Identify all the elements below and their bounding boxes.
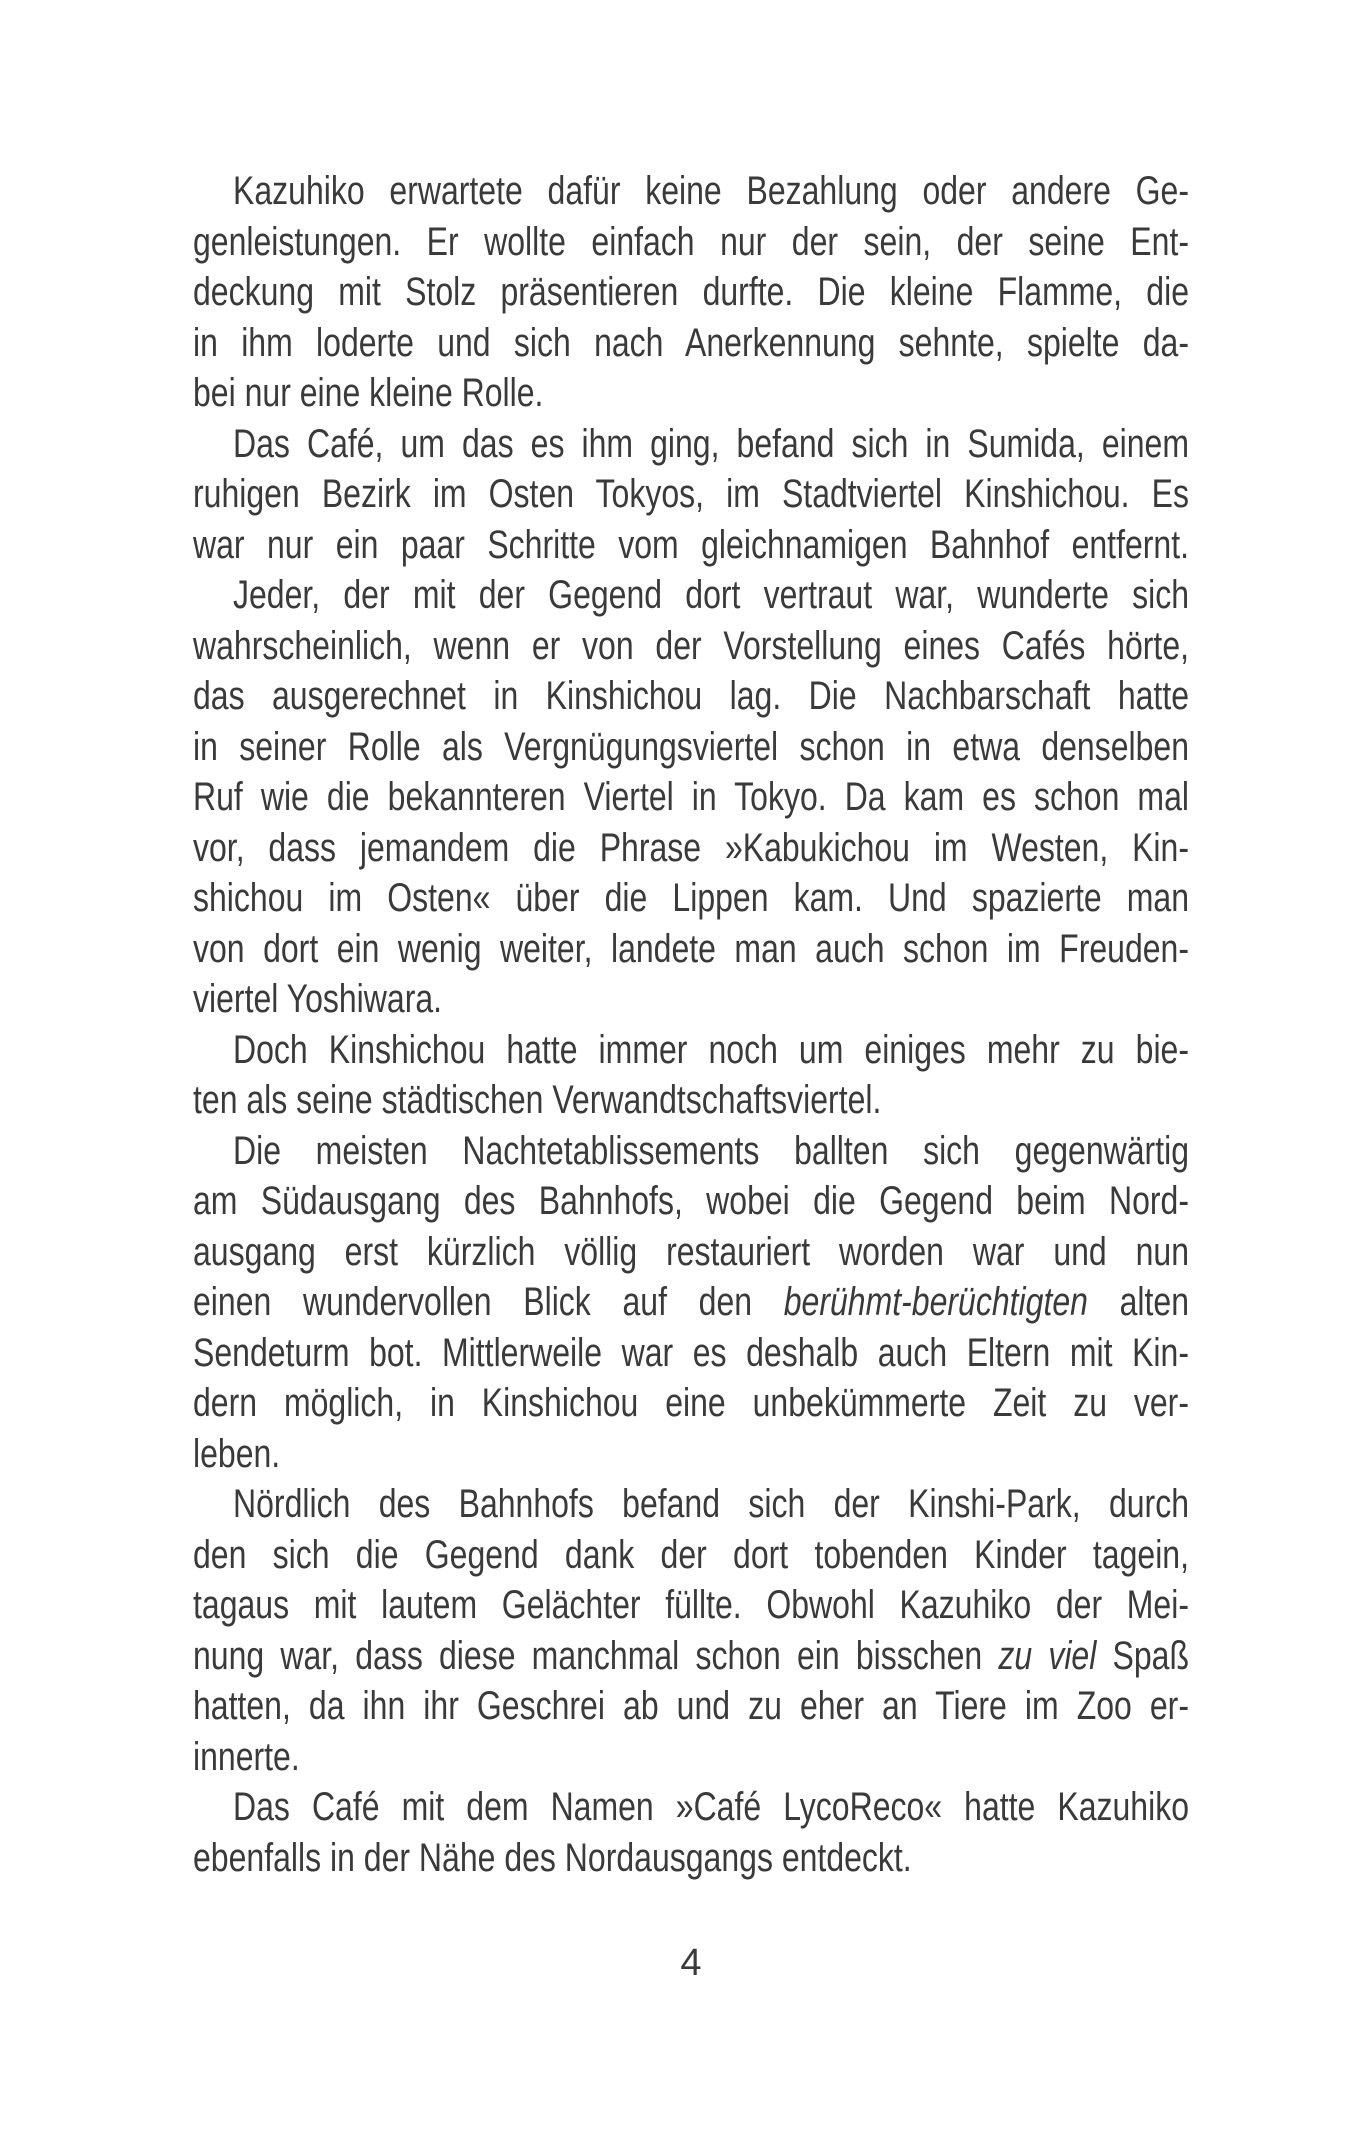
- text-line: [193, 570, 1189, 621]
- text-line: [193, 1429, 1189, 1480]
- text-line: [193, 166, 1189, 217]
- text-line: [193, 1530, 1189, 1581]
- text-run: Das Café, um das es ihm ging, befand sich in Sumida, einem: [233, 421, 1189, 466]
- text-line: [193, 1176, 1189, 1227]
- text-run: vor, dass jemandem die Phrase »Kabukichou im Westen, Kin-: [193, 825, 1189, 870]
- text-line: [193, 1075, 1189, 1126]
- text-line: [193, 722, 1189, 773]
- paragraph: [193, 1479, 1189, 1782]
- paragraph: [193, 1025, 1189, 1126]
- text-run: wahrscheinlich, wenn er von der Vorstellung eines Cafés hörte,: [193, 623, 1189, 668]
- text-line: [193, 924, 1189, 975]
- text-run: Das Café mit dem Namen »Café LycoReco« hatte Kazuhiko: [233, 1785, 1189, 1829]
- text-run: Sendeturm bot. Mittlerweile war es deshalb auch Eltern mit Kin-: [193, 1330, 1189, 1375]
- text-run: innerte.: [193, 1734, 300, 1779]
- text-run: Ruf wie die bekannteren Viertel in Tokyo. Da kam es schon mal: [193, 775, 1189, 819]
- text-run: ten als seine städtischen Verwandtschaftsviertel.: [193, 1078, 882, 1122]
- text-run: bei nur eine kleine Rolle.: [193, 371, 544, 415]
- text-line: [193, 1277, 1189, 1328]
- text-line: [193, 318, 1189, 369]
- text-line: [193, 520, 1189, 571]
- text-run: leben.: [193, 1431, 281, 1476]
- text-line: [193, 1782, 1189, 1833]
- text-line: [193, 1227, 1189, 1278]
- text-run: alten: [1087, 1280, 1190, 1324]
- text-column: [193, 166, 1189, 1883]
- text-run: einen wundervollen Blick auf den: [193, 1280, 784, 1324]
- text-run: das ausgerechnet in Kinshichou lag. Die Nachbarschaft hatte: [193, 674, 1189, 718]
- text-run: in ihm loderte und sich nach Anerkennung sehnte, spielte da-: [193, 320, 1189, 365]
- text-run: Doch Kinshichou hatte immer noch um einiges mehr zu bie-: [233, 1027, 1189, 1072]
- text-line: [193, 1580, 1189, 1631]
- text-line: [193, 368, 1189, 419]
- text-line: [193, 267, 1189, 318]
- text-run: ruhigen Bezirk im Osten Tokyos, im Stadtviertel Kinshichou. Es: [193, 472, 1189, 516]
- text-run: hatten, da ihn ihr Geschrei ab und zu eher an Tiere im Zoo er-: [193, 1684, 1189, 1728]
- text-run: Die meisten Nachtetablissements ballten sich gegenwärtig: [233, 1128, 1189, 1173]
- text-run: genleistungen. Er wollte einfach nur der sein, der seine Ent-: [193, 219, 1189, 264]
- text-run: dern möglich, in Kinshichou eine unbekümmerte Zeit zu ver-: [193, 1381, 1189, 1425]
- text-line: [193, 621, 1189, 672]
- text-run: shichou im Osten« über die Lippen kam. Und spazierte man: [193, 876, 1189, 920]
- paragraph: [193, 1126, 1189, 1480]
- text-run: ebenfalls in der Nähe des Nordausgangs entdeckt.: [193, 1835, 912, 1880]
- text-line: [193, 469, 1189, 520]
- text-line: [193, 671, 1189, 722]
- text-line: [193, 823, 1189, 874]
- text-run: viertel Yoshiwara.: [193, 977, 443, 1021]
- italic-text-run: zu viel: [998, 1633, 1097, 1678]
- text-line: [193, 1328, 1189, 1379]
- text-line: [193, 772, 1189, 823]
- text-run: deckung mit Stolz präsentieren durfte. Die kleine Flamme, die: [193, 270, 1189, 314]
- text-line: [193, 873, 1189, 924]
- text-run: Nördlich des Bahnhofs befand sich der Kinshi-Park, durch: [233, 1482, 1189, 1526]
- text-run: am Südausgang des Bahnhofs, wobei die Gegend beim Nord-: [193, 1179, 1189, 1223]
- text-line: [193, 419, 1189, 470]
- text-run: den sich die Gegend dank der dort tobenden Kinder tagein,: [193, 1532, 1189, 1577]
- paragraph: [193, 570, 1189, 1025]
- text-run: tagaus mit lautem Gelächter füllte. Obwohl Kazuhiko der Mei-: [193, 1583, 1189, 1627]
- text-line: [193, 1025, 1189, 1076]
- text-line: [193, 1378, 1189, 1429]
- text-run: ausgang erst kürzlich völlig restauriert worden war und nun: [193, 1229, 1189, 1274]
- text-run: in seiner Rolle als Vergnügungsviertel schon in etwa denselben: [193, 724, 1189, 769]
- text-line: [193, 1732, 1189, 1783]
- text-line: [193, 1631, 1189, 1682]
- text-run: Spaß: [1096, 1633, 1189, 1678]
- text-run: nung war, dass diese manchmal schon ein bisschen: [193, 1633, 999, 1678]
- paragraph: [193, 1782, 1189, 1883]
- text-line: [193, 1126, 1189, 1177]
- paragraph: [193, 166, 1189, 419]
- text-run: war nur ein paar Schritte vom gleichnamigen Bahnhof entfernt.: [193, 522, 1189, 567]
- text-line: [193, 1479, 1189, 1530]
- page-number: 4: [680, 1942, 702, 1984]
- text-line: [193, 1681, 1189, 1732]
- text-line: [193, 974, 1189, 1025]
- paragraph: [193, 419, 1189, 571]
- text-run: von dort ein wenig weiter, landete man auch schon im Freuden-: [193, 926, 1189, 971]
- text-line: [193, 1833, 1189, 1884]
- italic-text-run: berühmt-berüchtigten: [783, 1280, 1088, 1324]
- text-run: Jeder, der mit der Gegend dort vertraut war, wunderte sich: [233, 573, 1189, 617]
- text-run: Kazuhiko erwartete dafür keine Bezahlung oder andere Ge-: [233, 169, 1189, 213]
- text-line: [193, 217, 1189, 268]
